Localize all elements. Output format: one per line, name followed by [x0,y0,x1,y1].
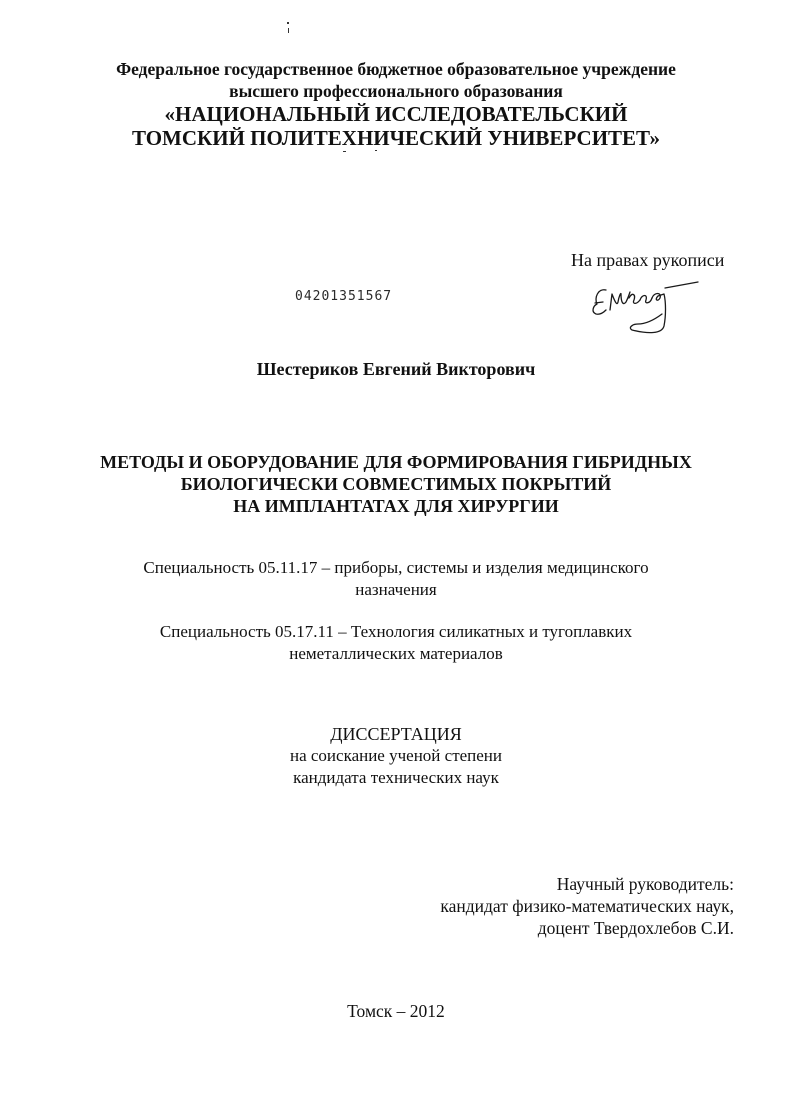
specialty-1-line-2: назначения [355,580,437,599]
library-code: 04201351567 [295,289,393,304]
city-year: Томск – 2012 [347,1001,445,1021]
dissertation-title [0,451,792,517]
author-name: Шестериков Евгений Викторович [256,359,536,379]
header-line-4: ТОМСКИЙ ПОЛИТЕХНИЧЕСКИЙ УНИВЕРСИТЕТ» [131,126,661,150]
supervisor-line-1: Научный руководитель: [556,874,734,894]
title-line-2: БИОЛОГИЧЕСКИ СОВМЕСТИМЫХ ПОКРЫТИЙ [180,474,612,494]
scan-speck [375,150,377,151]
supervisor-line-2: кандидат физико-математических наук, [440,896,734,916]
specialty-2 [0,621,792,665]
specialty-1 [0,557,792,601]
specialty-2-line-2: неметаллических материалов [289,644,503,663]
signature-icon [588,272,703,342]
scan-speck [288,28,289,33]
header-line-3: «НАЦИОНАЛЬНЫЙ ИССЛЕДОВАТЕЛЬСКИЙ [164,102,628,126]
header-line-2: высшего профессионального образования [229,81,563,101]
degree-statement [0,723,792,789]
degree-line-1: на соискание ученой степени [289,746,503,765]
title-line-3: НА ИМПЛАНТАТАХ ДЛЯ ХИРУРГИИ [233,496,559,516]
scan-speck [287,22,289,24]
specialty-1-line-1: Специальность 05.11.17 – приборы, системы и изделия медицинского [143,558,649,577]
institution-header [0,58,792,150]
header-line-1: Федеральное государственное бюджетное образовательное учреждение [116,59,676,79]
specialty-2-line-1: Специальность 05.17.11 – Технология силикатных и тугоплавких [159,622,633,641]
supervisor-line-3: доцент Твердохлебов С.И. [537,918,734,938]
dissertation-label: ДИССЕРТАЦИЯ [330,724,462,744]
scan-speck [343,151,346,152]
title-line-1: МЕТОДЫ И ОБОРУДОВАНИЕ ДЛЯ ФОРМИРОВАНИЯ ГИБРИДНЫХ [100,452,692,472]
manuscript-note: На правах рукописи [571,250,725,270]
degree-line-2: кандидата технических наук [293,768,499,787]
